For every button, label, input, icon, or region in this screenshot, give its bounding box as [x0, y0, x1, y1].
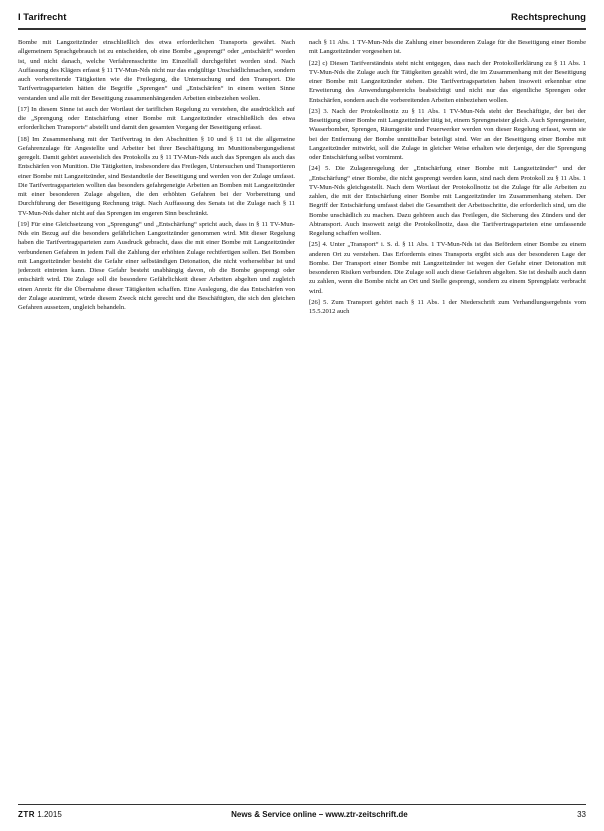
journal-name: ZTR — [18, 809, 36, 819]
section-title-right: Rechtsprechung — [511, 11, 586, 23]
right-column — [309, 38, 586, 796]
website-note: News & Service online – www.ztr-zeitschrift.de — [231, 809, 408, 819]
section-label-left — [18, 12, 66, 23]
paragraph: [23] 3. Nach der Protokollnotiz zu § 11 Abs. 1 TV-Mun-Nds steht der Beschäftigte, der bei der Beseitigung einer Bombe mit Langzeitzünder tätig ist, einem Sprengmeister gleich. Auch Sprengmeister, Wasserbomber, Sprengen, Räumgeräte und Feuerwerker werden von dieser Regelung erfasst, wenn sie bei der Entfernung der Bombe unmittelbar beteiligt sind. Wer an der Beseitigung einer Bombe mit Langzeitzünder mitwirkt, soll die Zulage in gleicher Weise erhalten wie derjenige, der die Sprengung oder Entschärfung selbst vornimmt. — [309, 107, 586, 161]
left-column — [18, 38, 295, 796]
paragraph: nach § 11 Abs. 1 TV-Mun-Nds die Zahlung einer besonderen Zulage für die Beseitigung einer Bombe mit Langzeitzünder vorgesehen ist. — [309, 39, 586, 56]
page-number: 33 — [577, 809, 586, 819]
running-header — [18, 6, 586, 30]
paragraph: [22] c) Diesen Tarifverständnis steht nicht entgegen, dass nach der Protokollerklärung zu § 11 Abs. 1 TV-Mun-Nds die Zulage auch für Tätigkeiten gezahlt wird, die im Zusammenhang mit der Beseitigung einer Bombe mit Langzeitzünder stehen. Die Tarifvertragsparteien haben insoweit erkennbar eine Erweiterung des Anwendungsbereichs beabsichtigt und nicht nur das eigentliche Sprengen oder Entschärfen, sondern auch die vorbereitenden Arbeiten einbeziehen wollen. — [309, 59, 586, 104]
paragraph: [18] Im Zusammenhang mit der Tarifvertrag in den Abschnitten § 10 und § 11 ist die allgemeine Gefahrenzulage für Angestellte und Arbeiter bei ihrer Beschäftigung im Munitionsbergungsdienst geregelt. Damit gehört ausweislich des Protokolls zu § 11 TV-Mun-Nds auch das Sprengen als auch das Entschärfen von Munition. Die Tätigkeiten, insbesondere das Freilegen, Untersuchen und Transportieren einer Bombe mit Langzeitzünder, sind Bestandteile der Beseitigung und werden von der Zulage umfasst. Die Tarifvertragsparteien wollten das besonders gefahrgeneigte Arbeiten an Bomben mit Langzeitzünder mit einer besonderen Zulage abgelten, die den erhöhten Gefahren bei der Vorbereitung und Durchführung der Beseitigung Rechnung trägt. Nach Auffassung des Senats ist die Zulage nach § 11 TV-Mun-Nds daher nicht auf das Sprengen im engeren Sinn beschränkt. — [18, 135, 295, 217]
paragraph: [19] Für eine Gleichsetzung von „Sprengung“ und „Entschärfung“ spricht auch, dass in § 11 TV-Mun-Nds ein Bezug auf die besonders gefährlichen Langzeitzünder genommen wird. Mit dieser Regelung haben die Tarifvertragsparteien zum Ausdruck gebracht, dass die mit einer Bombe mit Langzeitzünder verbundenen Gefahren in jedem Fall die Zahlung der erhöhten Zulage rechtfertigen sollen. Bei Bomben mit Langzeitzünder besteht die Gefahr einer selbständigen Detonation, die nicht vorhersehbar ist und jederzeit eintreten kann. Diese Gefahr besteht unabhängig davon, ob die Bombe gesprengt oder entschärft wird. Die Zulage soll die besondere Gefährlichkeit dieser Arbeiten abgelten und zugleich einen Anreiz für die Übernahme dieser Tätigkeiten schaffen. Eine Auslegung, die das Entschärfen von der Zulage ausnimmt, würde diesem Zweck nicht gerecht und die Beschäftigten, die sich den gleichen Gefahren aussetzen, ungleich behandeln. — [18, 220, 295, 311]
section-title-left: I Tarifrecht — [18, 11, 67, 23]
paragraph: [24] 5. Die Zulagenregelung der „Entschärfung einer Bombe mit Langzeitzünder“ und der „Entschärfung“ einer Bombe, die nicht gesprengt werden kann, sind nach dem Protokoll zu § 11 Abs. 1 TV-Mun-Nds gleichgestellt. Nach dem Wortlaut der Protokollnotiz ist die Zulage für alle Arbeiten zu zahlen, die mit der Entschärfung einer Bombe mit Langzeitzünder im Zusammenhang stehen. Der Begriff der Entschärfung umfasst dabei die Gesamtheit der Arbeitsschritte, die erforderlich sind, um die Bombe unschädlich zu machen. Dazu gehören auch das Freilegen, die Sicherung des Zünders und der Abtransport. Auch insoweit zeigt die Protokollnotiz, dass die Tarifvertragsparteien eine umfassende Regelung schaffen wollten. — [309, 165, 586, 237]
paragraph: [17] In diesem Sinne ist auch der Wortlaut der tariflichen Regelung zu verstehen, die ausdrücklich auf die „Sprengung oder Entschärfung einer Bombe mit Langzeitzünder einschließlich des etwa erforderlichen Transports“ abstellt und damit den gesamten Vorgang der Beseitigung erfasst. — [18, 105, 295, 132]
issue-number: 1.2015 — [37, 809, 62, 819]
page-footer — [18, 804, 586, 823]
journal-issue — [18, 810, 62, 819]
paragraph: [25] 4. Unter „Transport“ i. S. d. § 11 Abs. 1 TV-Mun-Nds ist das Befördern einer Bombe zu einem anderen Ort zu verstehen. Das Erfordernis eines Transports ergibt sich aus der besonderen Lage der Bombe. Der Transport einer Bombe mit Langzeitzünder ist wegen der Gefahr einer Detonation mit besonderen Risiken verbunden. Die Zulage soll auch diese Gefahren abgelten. Sie ist deshalb auch dann zu zahlen, wenn die Bombe nicht an Ort und Stelle gesprengt, sondern zu einem Sprengplatz verbracht wird. — [309, 241, 586, 295]
paragraph: [26] 5. Zum Transport gehört nach § 11 Abs. 1 der Niederschrift zum Verhandlungsergebnis vom 15.5.2012 auch — [309, 298, 586, 315]
article-body — [18, 38, 586, 796]
paragraph: Bombe mit Langzeitzünder einschließlich des etwa erforderlichen Transports gewährt. Nach allgemeinem Sprachgebrauch ist zu entscheiden, ob eine Bombe „gesprengt“ oder „entschärft“ worden ist, und nicht danach, welche Verfahrensschritte im Einzelfall durchgeführt worden sind. Nach Auffassung des Klägers erfasst § 11 TV-Mun-Nds nicht nur das endgültige Unschädlichmachen, sondern auch vorbereitende Tätigkeiten wie die Freilegung, die Untersuchung und den Transport. Die Tarifvertragsparteien hätten die Begriffe „Sprengen“ und „Entschärfen“ in einem weiten Sinne verstanden und alle mit der Beseitigung zusammenhängenden Arbeiten einbeziehen wollen. — [18, 39, 295, 102]
